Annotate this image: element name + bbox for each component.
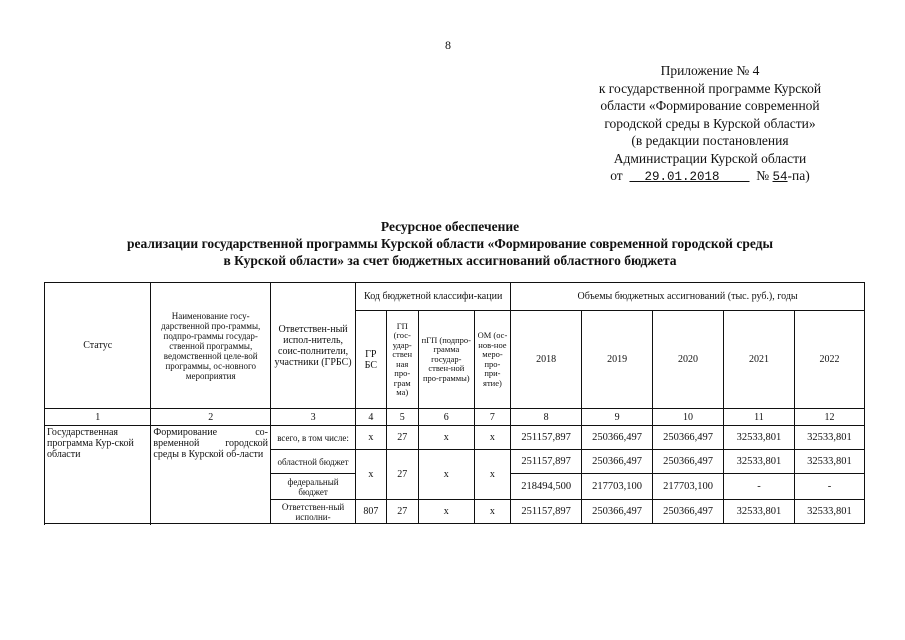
header-status: Статус — [45, 283, 151, 409]
header-year: 2022 — [794, 311, 864, 409]
header-year: 2021 — [724, 311, 795, 409]
code-grbs-cell: 807 — [356, 500, 386, 524]
header-name: Наименование госу-дарственной про-граммы, подпро-граммы государ-ственной программы, ведомственной целе-вой программы, ос-новного мероприятия — [151, 283, 271, 409]
value-cell: 32533,801 — [724, 500, 795, 524]
code-pgp-cell: x — [418, 426, 474, 450]
code-om-cell: x — [474, 426, 511, 450]
header-year: 2019 — [582, 311, 653, 409]
column-number: 7 — [474, 409, 511, 426]
appendix-line: городской среды в Курской области» — [604, 115, 816, 131]
program-name-cell: Формирование со-временной городской среды в Курской об-ласти — [151, 426, 271, 524]
value-cell: 250366,497 — [653, 500, 724, 524]
value-cell: 250366,497 — [582, 426, 653, 450]
heading-line: в Курской области» за счет бюджетных ассигнований областного бюджета — [223, 253, 677, 268]
heading-line: реализации государственной программы Курской области «Формирование современной городской среды — [126, 236, 774, 251]
decree-number: 54 — [772, 170, 788, 184]
appendix-line: Приложение № 4 — [660, 63, 760, 78]
appendix-line: области «Формирование современной — [600, 98, 820, 113]
code-gp-cell: 27 — [386, 500, 418, 524]
column-number: 11 — [724, 409, 795, 426]
header-grbs: ГР БС — [356, 311, 386, 409]
value-cell: 251157,897 — [511, 500, 582, 524]
column-number: 4 — [356, 409, 386, 426]
code-grbs-cell: x — [356, 426, 386, 450]
status-cell: Государственная программа Кур-ской области — [45, 426, 151, 524]
number-prefix: № — [756, 168, 770, 183]
header-pgp: пГП (подпро-грамма государ-ствен-ной про-граммы) — [418, 311, 474, 409]
value-cell: 218494,500 — [511, 474, 582, 500]
header-volumes-group: Объемы бюджетных ассигнований (тыс. руб.), годы — [511, 283, 865, 311]
code-om-cell: x — [474, 450, 511, 500]
value-cell: 32533,801 — [724, 450, 795, 474]
value-cell: 251157,897 — [511, 426, 582, 450]
appendix-line: (в редакции постановления — [631, 133, 789, 148]
code-pgp-cell: x — [418, 500, 474, 524]
column-number: 6 — [418, 409, 474, 426]
executor-cell: всего, в том числе: — [271, 426, 356, 450]
header-year: 2020 — [653, 311, 724, 409]
column-number: 8 — [511, 409, 582, 426]
value-cell: 250366,497 — [653, 450, 724, 474]
date-prefix: от — [610, 168, 623, 183]
header-year: 2018 — [511, 311, 582, 409]
decree-date: 29.01.2018 — [644, 170, 720, 184]
value-cell: 32533,801 — [724, 426, 795, 450]
value-cell: 32533,801 — [794, 426, 864, 450]
appendix-line: Администрации Курской области — [613, 150, 807, 166]
appendix-block — [560, 62, 860, 187]
value-cell: 217703,100 — [582, 474, 653, 500]
value-cell: 250366,497 — [582, 450, 653, 474]
header-gp: ГП (гос-удар-ствен ная про-грам ма) — [386, 311, 418, 409]
appendix-date-line — [560, 167, 860, 187]
header-code-group: Код бюджетной классифи-кации — [356, 283, 511, 311]
value-cell: - — [794, 474, 864, 500]
code-gp-cell: 27 — [386, 450, 418, 500]
column-number: 3 — [271, 409, 356, 426]
heading-line: Ресурсное обеспечение — [380, 219, 520, 234]
column-number: 5 — [386, 409, 418, 426]
code-pgp-cell: x — [418, 450, 474, 500]
column-number: 12 — [794, 409, 864, 426]
code-om-cell: x — [474, 500, 511, 524]
resource-table — [44, 282, 865, 524]
page-number: 8 — [445, 38, 451, 52]
code-grbs-cell: x — [356, 450, 386, 500]
header-executor: Ответствен-ный испол-нитель, соис-полнители, участники (ГРБС) — [271, 283, 356, 409]
number-suffix: -па) — [787, 168, 810, 183]
header-om: ОМ (ос-нов-ное меро-про-при-ятие) — [474, 311, 511, 409]
executor-cell: Ответствен-ный исполни- — [271, 500, 356, 524]
column-number: 2 — [151, 409, 271, 426]
executor-cell: областной бюджет — [271, 450, 356, 474]
column-number: 10 — [653, 409, 724, 426]
value-cell: 251157,897 — [511, 450, 582, 474]
value-cell: 250366,497 — [653, 426, 724, 450]
executor-cell: федеральный бюджет — [271, 474, 356, 500]
appendix-line: к государственной программе Курской — [598, 80, 822, 96]
value-cell: - — [724, 474, 795, 500]
column-number: 9 — [582, 409, 653, 426]
value-cell: 217703,100 — [653, 474, 724, 500]
code-gp-cell: 27 — [386, 426, 418, 450]
value-cell: 32533,801 — [794, 500, 864, 524]
value-cell: 250366,497 — [582, 500, 653, 524]
value-cell: 32533,801 — [794, 450, 864, 474]
column-number: 1 — [45, 409, 151, 426]
document-heading — [40, 218, 860, 269]
